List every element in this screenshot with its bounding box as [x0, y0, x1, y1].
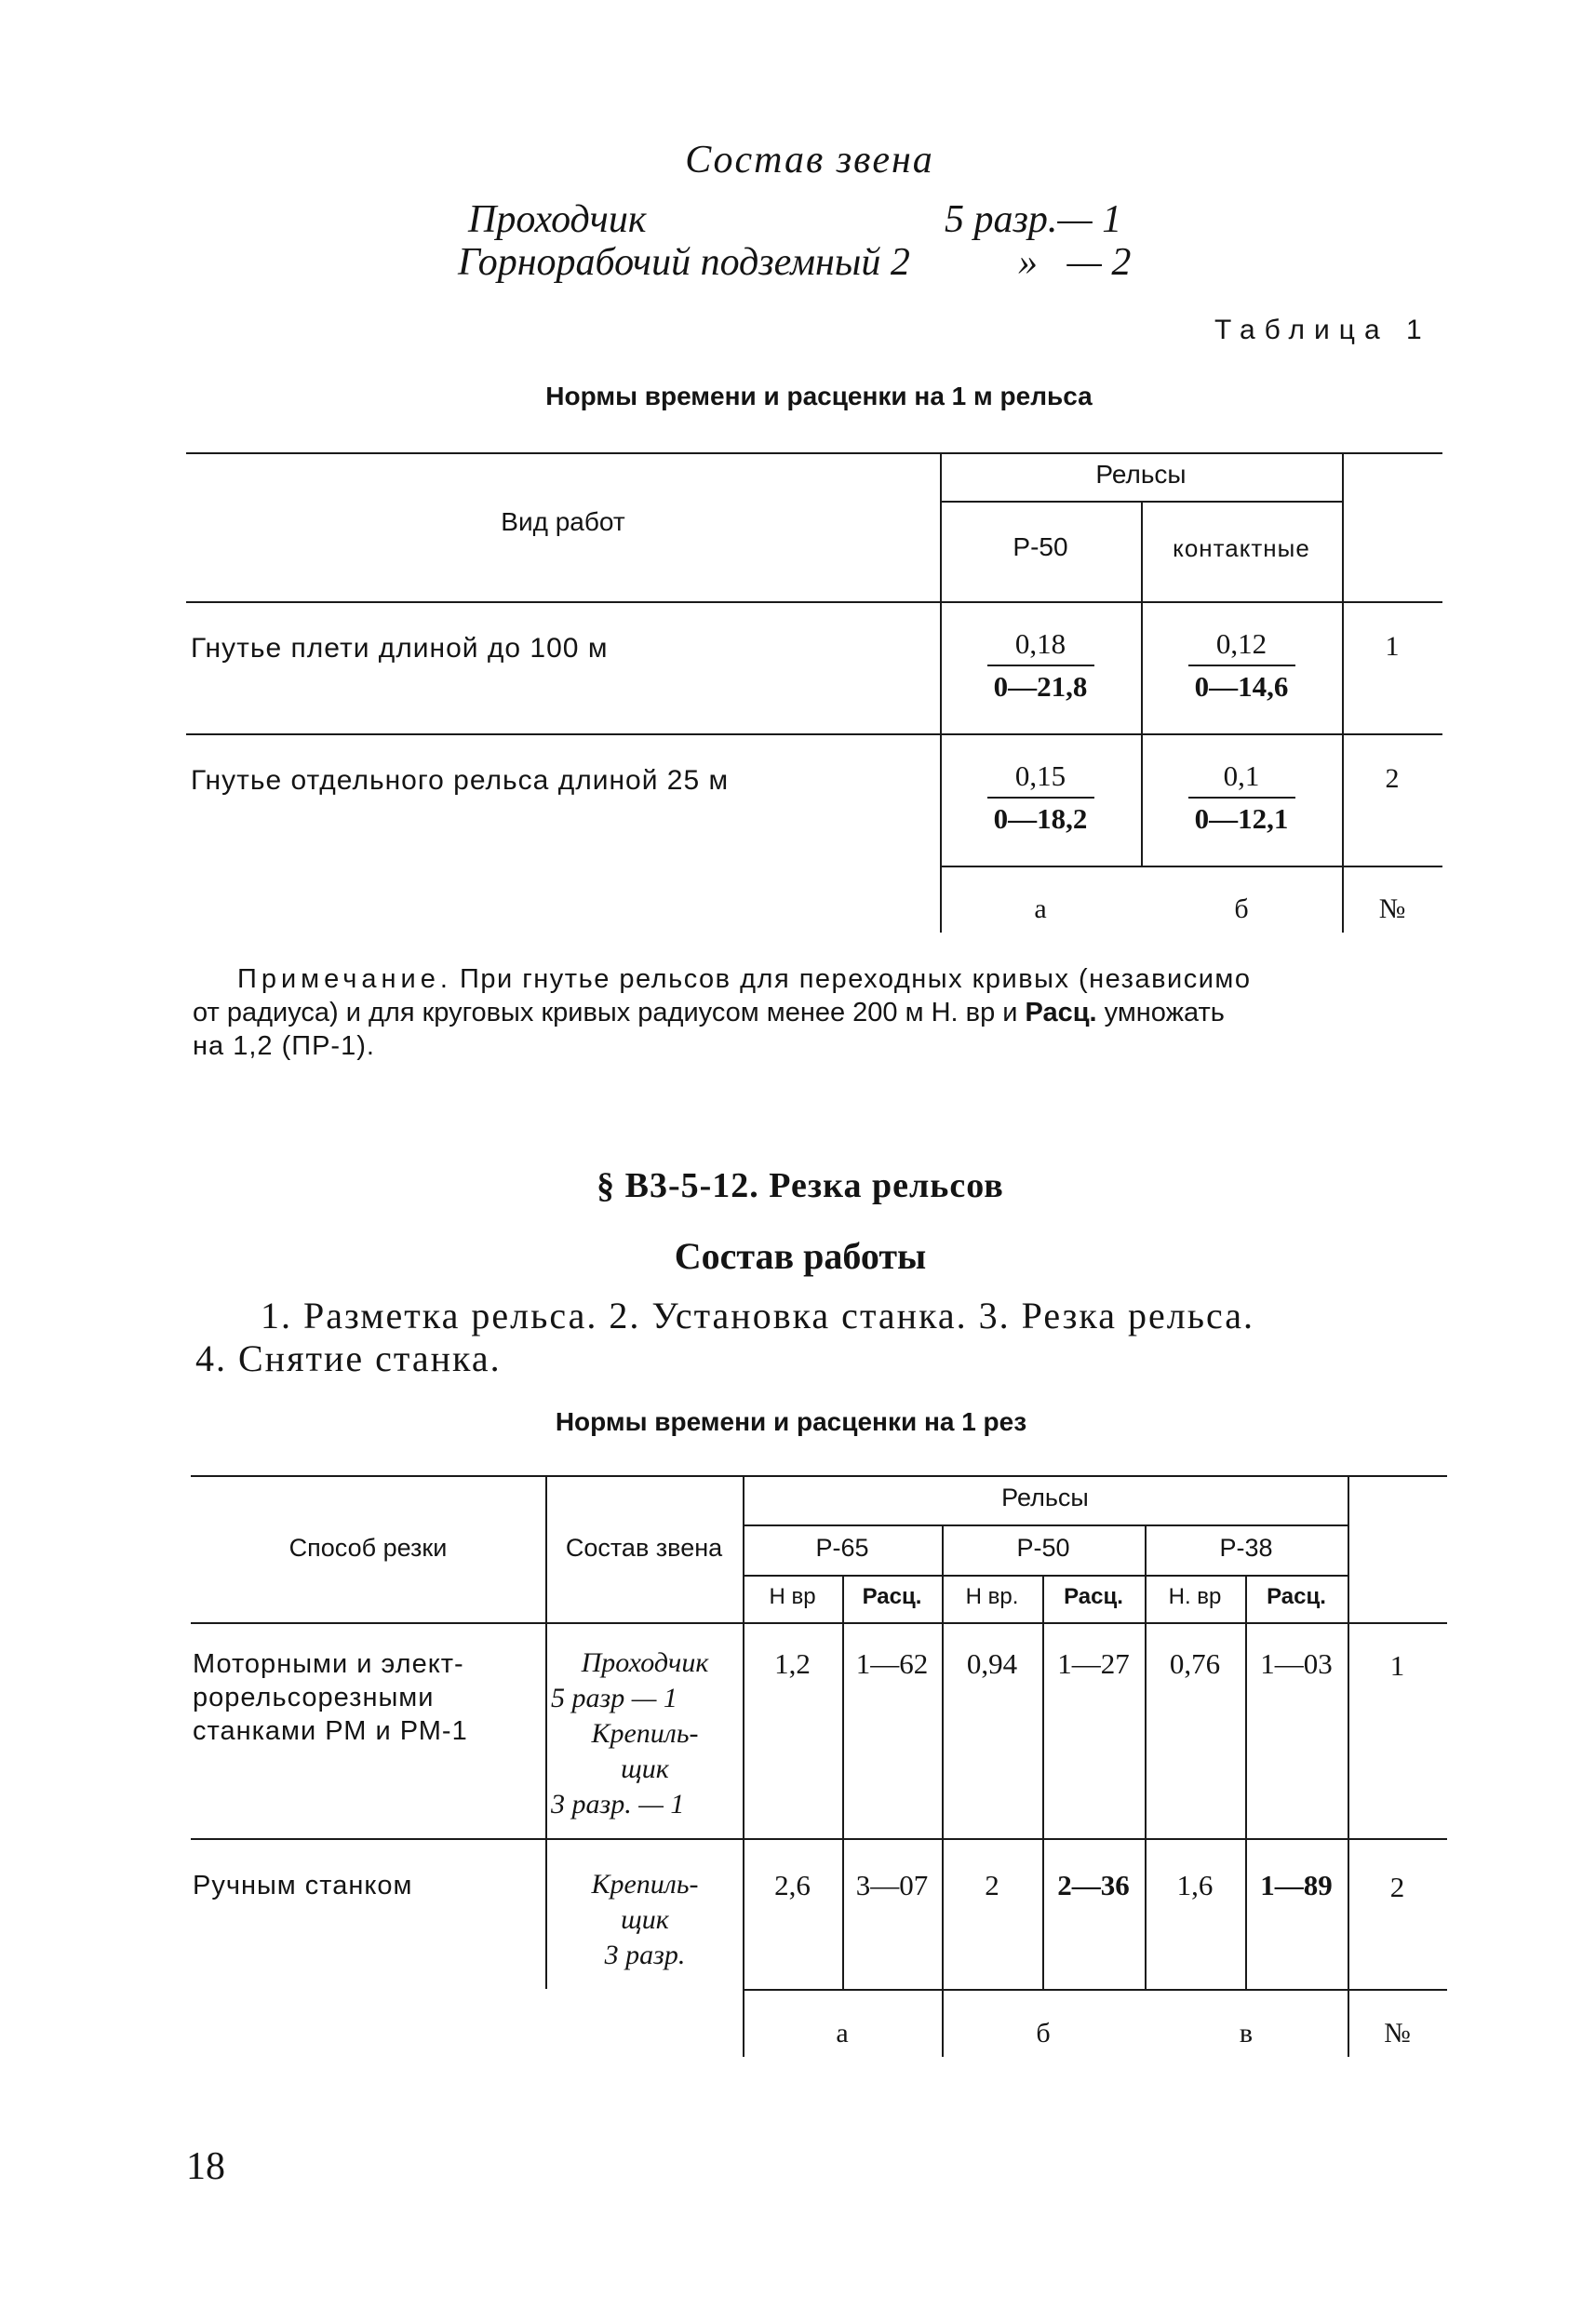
table2-head-rails: Рельсы: [1001, 1484, 1089, 1511]
table2-row2-rasc-p65: 3—07: [855, 1869, 929, 1901]
table2-sub-rasc-2: Расц.: [1064, 1584, 1123, 1609]
table1-label: Таблица 1: [1214, 315, 1431, 345]
table2-footer-no: №: [1384, 2018, 1411, 2048]
table2-footer-v: в: [1239, 2018, 1254, 2048]
table1-footer-b: б: [1234, 893, 1249, 924]
note-line1: При гнутье рельсов для переходных кривых (независимо: [459, 964, 1252, 994]
table2-row1-method: Моторными и элект- рорельсорезными станками РМ и РМ-1: [193, 1649, 468, 1746]
table2-row1-crew: Проходчик 5 разр — 1 Крепиль- щик 3 разр. — 1: [551, 1647, 709, 1820]
note-line2-c: умножать: [1096, 998, 1225, 1027]
note-line2-b: Расц.: [1025, 998, 1097, 1027]
table1-row1-no: 1: [1385, 631, 1400, 662]
table1-head-work: Вид работ: [501, 507, 625, 536]
table2-row2-method: Ручным станком: [193, 1871, 413, 1900]
table2-row2-nvr-p38: 1,6: [1176, 1869, 1214, 1901]
table2-row1-no: 1: [1389, 1649, 1405, 1682]
table1-row1-work: Гнутье плети длиной до 100 м: [191, 633, 609, 664]
table2-row1-rasc-p50: 1—27: [1057, 1647, 1130, 1680]
table1-row2-a: $\frac{0,15}{0—18,2}$: [940, 758, 1141, 838]
table1-footer-a: а: [1034, 893, 1047, 924]
note-line3: на 1,2 (ПР-1).: [193, 1031, 375, 1061]
crew-grade-2: » — 2: [1018, 241, 1132, 284]
table2-head-crew: Состав звена: [565, 1534, 723, 1562]
section-title: § В3-5-12. Резка рельсов: [597, 1166, 1004, 1205]
table1-head-contact: контактные: [1173, 534, 1310, 562]
table2-row2-nvr-p65: 2,6: [774, 1869, 811, 1901]
table2-row1-rasc-p38: 1—03: [1260, 1647, 1333, 1680]
table2-head-method: Способ резки: [288, 1534, 448, 1562]
table2-footer-b: б: [1036, 2018, 1051, 2048]
table2-row1-nvr-p50: 0,94: [966, 1647, 1018, 1680]
table1-row2-b: $\frac{0,1}{0—12,1}$: [1141, 758, 1342, 838]
table2-sub-nvr-3: Н. вр: [1168, 1584, 1222, 1609]
table2-row2-crew: Крепиль- щик 3 разр.: [591, 1869, 699, 1970]
section-text-line1: 1. Разметка рельса. 2. Установка станка. 3. Резка рельса.: [261, 1295, 1254, 1336]
table1-row1-b: $\frac{0,12}{0—14,6}$: [1141, 625, 1342, 705]
table2-row1-rasc-p65: 1—62: [855, 1647, 929, 1680]
table2-row2-no: 2: [1389, 1871, 1405, 1903]
table2-footer-a: а: [836, 2018, 849, 2048]
note-line2-a: от радиуса) и для круговых кривых радиусом менее 200 м Н. вр и: [193, 998, 1026, 1027]
table1-row2-work: Гнутье отдельного рельса длиной 25 м: [191, 765, 730, 796]
table1-footer-no: №: [1378, 893, 1406, 924]
crew-role-1: Проходчик: [468, 198, 647, 241]
table2-head-p65: Р-65: [815, 1534, 869, 1562]
table2-row2-rasc-p50: 2—36: [1057, 1869, 1130, 1901]
section-text-line2: 4. Снятие станка.: [195, 1337, 502, 1379]
crew-heading: Состав звена: [685, 139, 934, 181]
table1-head-rails: Рельсы: [1095, 460, 1187, 489]
table2-head-p50: Р-50: [1016, 1534, 1070, 1562]
table1-row1-a: $\frac{0,18}{0—21,8}$: [940, 625, 1141, 705]
page-number: 18: [186, 2145, 225, 2188]
table1-title: Нормы времени и расценки на 1 м рельса: [545, 382, 1093, 410]
table2-sub-nvr-1: Н вр: [769, 1584, 816, 1609]
table2-row2-rasc-p38: 1—89: [1260, 1869, 1333, 1901]
table2-sub-rasc-3: Расц.: [1267, 1584, 1326, 1609]
table2-sub-nvr-2: Н вр.: [965, 1584, 1019, 1609]
note-label: Примечание.: [237, 964, 452, 994]
table2-title: Нормы времени и расценки на 1 рез: [555, 1407, 1027, 1436]
table2-head-p38: Р-38: [1219, 1534, 1273, 1562]
table1-head-p50: Р-50: [1013, 532, 1068, 561]
table2-row1-nvr-p38: 0,76: [1169, 1647, 1221, 1680]
section-subtitle: Состав работы: [674, 1235, 927, 1277]
table2-row1-nvr-p65: 1,2: [774, 1647, 811, 1680]
crew-grade-1: 5 разр.— 1: [945, 198, 1122, 241]
table2-sub-rasc-1: Расц.: [862, 1584, 922, 1609]
crew-role-2: Горнорабочий подземный 2: [458, 241, 910, 284]
table1-row2-no: 2: [1385, 763, 1400, 794]
table2-row2-nvr-p50: 2: [985, 1869, 999, 1901]
